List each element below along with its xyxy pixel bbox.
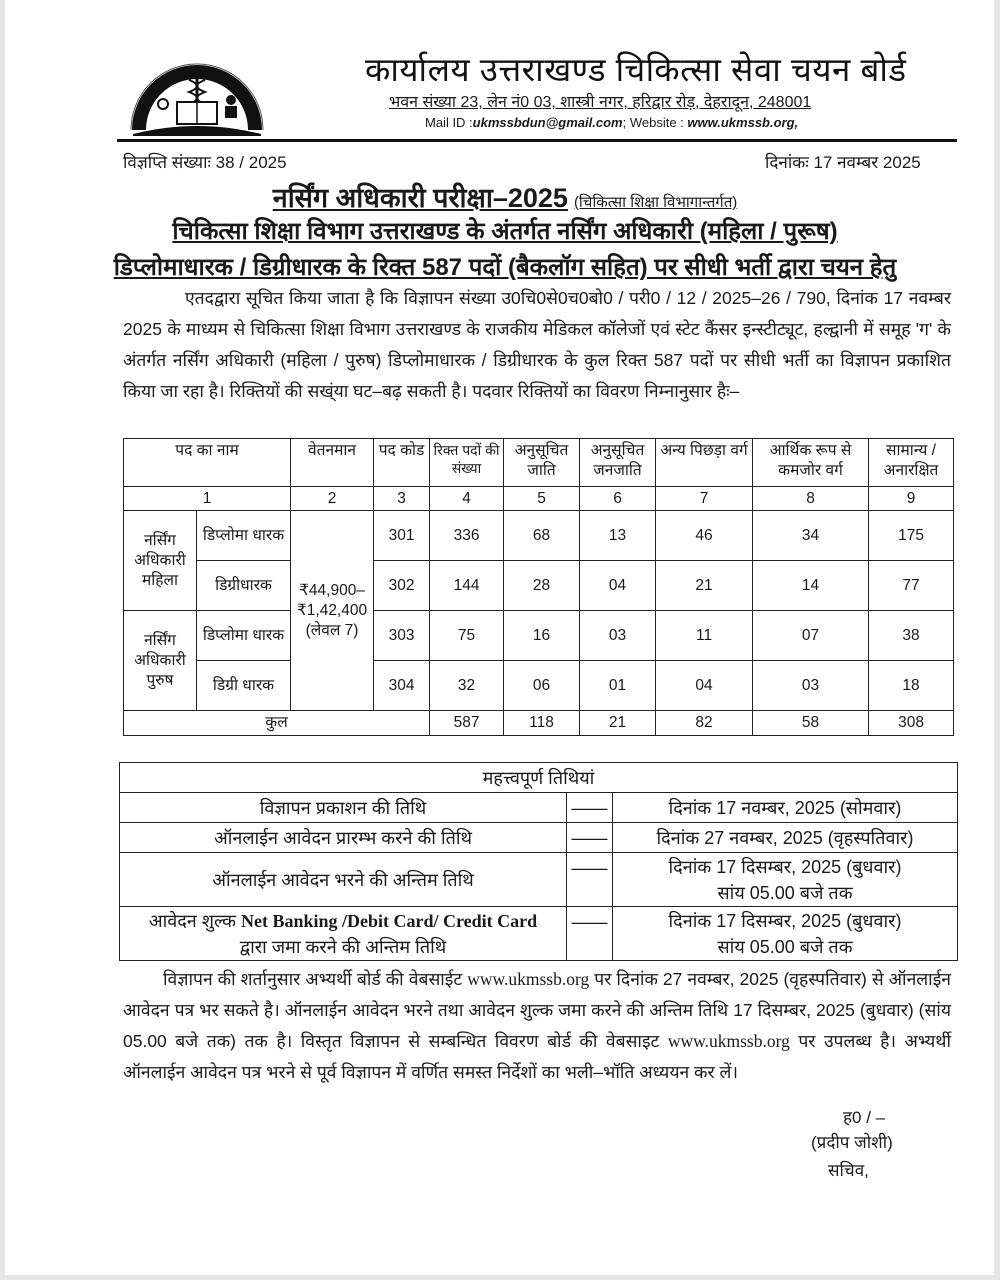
signatory-name: (प्रदीप जोशी) bbox=[811, 1133, 893, 1152]
date-separator: —— bbox=[567, 853, 613, 907]
exam-title-main: नर्सिंग अधिकारी परीक्षा–2025 bbox=[272, 183, 568, 213]
org-contact bbox=[425, 115, 798, 130]
sc-count: 28 bbox=[504, 561, 580, 611]
qualification: डिप्लोमा धारक bbox=[197, 511, 291, 561]
date-separator: —— bbox=[567, 823, 613, 853]
exam-title-note: (चिकित्सा शिक्षा विभागान्तर्गत) bbox=[573, 194, 738, 211]
obc-count: 21 bbox=[656, 561, 753, 611]
date-text: दिनांक 17 दिसम्बर, 2025 (बुधवार) bbox=[668, 910, 902, 931]
header-pay-scale: वेतनमान bbox=[291, 439, 374, 487]
qualification: डिग्रीधारक bbox=[197, 561, 291, 611]
general-count: 175 bbox=[869, 511, 954, 561]
payment-modes: Net Banking /Debit Card/ Credit Card bbox=[240, 910, 538, 931]
general-count: 18 bbox=[869, 661, 954, 711]
sc-count: 68 bbox=[504, 511, 580, 561]
post-code: 301 bbox=[374, 511, 430, 561]
total-vacancies: 144 bbox=[430, 561, 504, 611]
st-count: 01 bbox=[580, 661, 656, 711]
time-text: सांय 05.00 बजे तक bbox=[717, 882, 853, 903]
date-event bbox=[120, 907, 567, 961]
col-num: 2 bbox=[291, 487, 374, 511]
important-dates-table bbox=[119, 762, 958, 961]
ews-count: 58 bbox=[753, 711, 869, 736]
sc-count: 118 bbox=[504, 711, 580, 736]
notice-page bbox=[5, 0, 994, 1275]
st-count: 04 bbox=[580, 561, 656, 611]
header-divider bbox=[117, 139, 957, 142]
ews-count: 07 bbox=[753, 611, 869, 661]
total-vacancies: 75 bbox=[430, 611, 504, 661]
total-label: कुल bbox=[124, 711, 430, 736]
table-header-row bbox=[124, 439, 954, 487]
general-count: 38 bbox=[869, 611, 954, 661]
svg-text:+: + bbox=[149, 113, 157, 127]
date-event: ऑनलाईन आवेदन भरने की अन्तिम तिथि bbox=[120, 853, 567, 907]
signature-mark: ह0 / – bbox=[843, 1108, 886, 1127]
col-num: 7 bbox=[656, 487, 753, 511]
obc-count: 11 bbox=[656, 611, 753, 661]
dates-row bbox=[120, 823, 958, 853]
date-event: विज्ञापन प्रकाशन की तिथि bbox=[120, 793, 567, 823]
para-text: विज्ञापन की शर्तानुसार अभ्यर्थी बोर्ड की वेबसाईट bbox=[163, 969, 468, 989]
col-num: 9 bbox=[869, 487, 954, 511]
post-code: 302 bbox=[374, 561, 430, 611]
st-count: 21 bbox=[580, 711, 656, 736]
vacancy-table bbox=[123, 438, 954, 736]
notice-date: दिनांकः 17 नवम्बर 2025 bbox=[765, 153, 921, 172]
header-sc: अनुसूचित जाति bbox=[504, 439, 580, 487]
org-address: भवन संख्या 23, लेन नं0 03, शास्त्री नगर, हरिद्वार रोड़, देहरादून, 248001 bbox=[389, 94, 812, 111]
header-st: अनुसूचित जनजाति bbox=[580, 439, 656, 487]
dates-title: महत्त्वपूर्ण तिथियां bbox=[120, 763, 958, 793]
date-event: ऑनलाईन आवेदन प्रारम्भ करने की तिथि bbox=[120, 823, 567, 853]
dates-row bbox=[120, 853, 958, 907]
dates-row bbox=[120, 793, 958, 823]
general-count: 308 bbox=[869, 711, 954, 736]
website-label: ; Website : bbox=[622, 115, 688, 130]
total-vacancies: 32 bbox=[430, 661, 504, 711]
date-text: दिनांक 17 दिसम्बर, 2025 (बुधवार) bbox=[668, 856, 902, 877]
header-obc: अन्य पिछड़ा वर्ग bbox=[656, 439, 753, 487]
website-link[interactable]: www.ukmssb.org bbox=[467, 969, 590, 989]
st-count: 13 bbox=[580, 511, 656, 561]
ews-count: 14 bbox=[753, 561, 869, 611]
col-num: 5 bbox=[504, 487, 580, 511]
date-separator: —— bbox=[567, 907, 613, 961]
total-vacancies: 587 bbox=[430, 711, 504, 736]
col-num: 3 bbox=[374, 487, 430, 511]
col-num: 8 bbox=[753, 487, 869, 511]
table-row bbox=[124, 561, 954, 611]
time-text: सांय 05.00 बजे तक bbox=[717, 936, 853, 957]
subtitle-line-2: डिप्लोमाधारक / डिग्रीधारक के रिक्त 587 पदों (बैकलॉग सहित) पर सीधी भर्ती द्वारा चयन हेतु bbox=[113, 254, 897, 281]
para-text: पर उपलब्ध है। अभ्यर्थी ऑनलाईन आवेदन पत्र भरने से पूर्व विज्ञापन में वर्णित समस्त निर्देशों का भली–भॉति अध्ययन कर लें। bbox=[123, 1031, 951, 1082]
subtitle-line-1: चिकित्सा शिक्षा विभाग उत्तराखण्ड के अंतर्गत नर्सिंग अधिकारी (महिला / पुरूष) bbox=[172, 218, 838, 245]
total-vacancies: 336 bbox=[430, 511, 504, 561]
header-vacancies: रिक्त पदों की संख्या bbox=[430, 439, 504, 487]
instructions-paragraph bbox=[123, 964, 951, 1088]
obc-count: 82 bbox=[656, 711, 753, 736]
mail-link[interactable]: ukmssbdun@gmail.com bbox=[472, 115, 623, 130]
col-num: 1 bbox=[124, 487, 291, 511]
post-group-male: नर्सिंग अधिकारी पुरुष bbox=[124, 611, 197, 711]
date-value: दिनांक 17 नवम्बर, 2025 (सोमवार) bbox=[613, 793, 958, 823]
obc-count: 04 bbox=[656, 661, 753, 711]
intro-paragraph: एतदद्वारा सूचित किया जाता है कि विज्ञापन संख्या उ0चि0से0च0बो0 / परी0 / 12 / 2025–26 / 790, दिनांक 17 नवम्बर 2025 के माध्यम से चिकित्सा शिक्षा विभाग उत्तराखण्ड के राजकीय मेडिकल कॉलेजों एवं स्टेट कैंसर इन्स्टीट्यूट, हल्द्वानी में समूह 'ग' के अंतर्गत नर्सिंग अधिकारी (महिला / पुरुष) डिप्लोमाधारक / डिग्रीधारक के कुल रिक्त 587 पदों पर सीधी भर्ती का विज्ञापन प्रकाशित किया जा रहा है। रिक्तियों की सख्ंया घट–बढ़ सकती है। पदवार रिक्तियों का विवरण निम्नानुसार हैः– bbox=[123, 288, 951, 401]
sc-count: 16 bbox=[504, 611, 580, 661]
header-post-code: पद कोड bbox=[374, 439, 430, 487]
date-separator: —— bbox=[567, 793, 613, 823]
notice-number: विज्ञप्ति संख्याः 38 / 2025 bbox=[123, 153, 287, 172]
qualification: डिग्री धारक bbox=[197, 661, 291, 711]
ews-count: 03 bbox=[753, 661, 869, 711]
header-ews: आर्थिक रूप से कमजोर वर्ग bbox=[753, 439, 869, 487]
fee-label: आवेदन शुल्क bbox=[148, 910, 236, 931]
mail-label: Mail ID : bbox=[425, 115, 473, 130]
qualification: डिप्लोमा धारक bbox=[197, 611, 291, 661]
post-group-female: नर्सिंग अधिकारी महिला bbox=[124, 511, 197, 611]
table-row bbox=[124, 611, 954, 661]
dates-row bbox=[120, 907, 958, 961]
para-text: पर दिनांक 27 नवम्बर, 2025 (वृहस्पतिवार) से ऑनलाईन आवेदन पत्र भर सकते है। ऑनलाईन आवेदन भरने तथा आवेदन शुल्क जमा करने की अन्तिम तिथि 17 दिसम्बर, 2025 (बुधवार) (सांय 05.00 बजे तक) तक है। विस्तृत विज्ञापन से सम्बन्धित विवरण बोर्ड की वेबसाइट bbox=[123, 969, 951, 1051]
pay-scale: ₹44,900– ₹1,42,400 (लेवल 7) bbox=[291, 511, 374, 711]
post-code: 303 bbox=[374, 611, 430, 661]
sc-count: 06 bbox=[504, 661, 580, 711]
fee-suffix: द्वारा जमा करने की अन्तिम तिथि bbox=[239, 936, 447, 957]
org-title: कार्यालय उत्तराखण्ड चिकित्सा सेवा चयन बोर्ड bbox=[365, 51, 907, 88]
col-num: 4 bbox=[430, 487, 504, 511]
st-count: 03 bbox=[580, 611, 656, 661]
date-value bbox=[613, 907, 958, 961]
general-count: 77 bbox=[869, 561, 954, 611]
ukmssb-emblem-icon bbox=[127, 38, 267, 136]
website-link[interactable]: www.ukmssb.org, bbox=[687, 115, 799, 130]
date-value bbox=[613, 853, 958, 907]
signatory-designation: सचिव, bbox=[828, 1161, 869, 1180]
header-post-name: पद का नाम bbox=[124, 439, 291, 487]
table-row bbox=[124, 511, 954, 561]
header-general: सामान्य / अनारक्षित bbox=[869, 439, 954, 487]
col-num: 6 bbox=[580, 487, 656, 511]
post-code: 304 bbox=[374, 661, 430, 711]
dates-title-row bbox=[120, 763, 958, 793]
date-value: दिनांक 27 नवम्बर, 2025 (वृहस्पतिवार) bbox=[613, 823, 958, 853]
svg-text:+: + bbox=[239, 113, 247, 127]
table-row bbox=[124, 661, 954, 711]
website-link[interactable]: www.ukmssb.org bbox=[667, 1031, 790, 1051]
table-total-row bbox=[124, 711, 954, 736]
column-number-row bbox=[124, 487, 954, 511]
exam-title bbox=[5, 178, 1000, 215]
obc-count: 46 bbox=[656, 511, 753, 561]
ews-count: 34 bbox=[753, 511, 869, 561]
